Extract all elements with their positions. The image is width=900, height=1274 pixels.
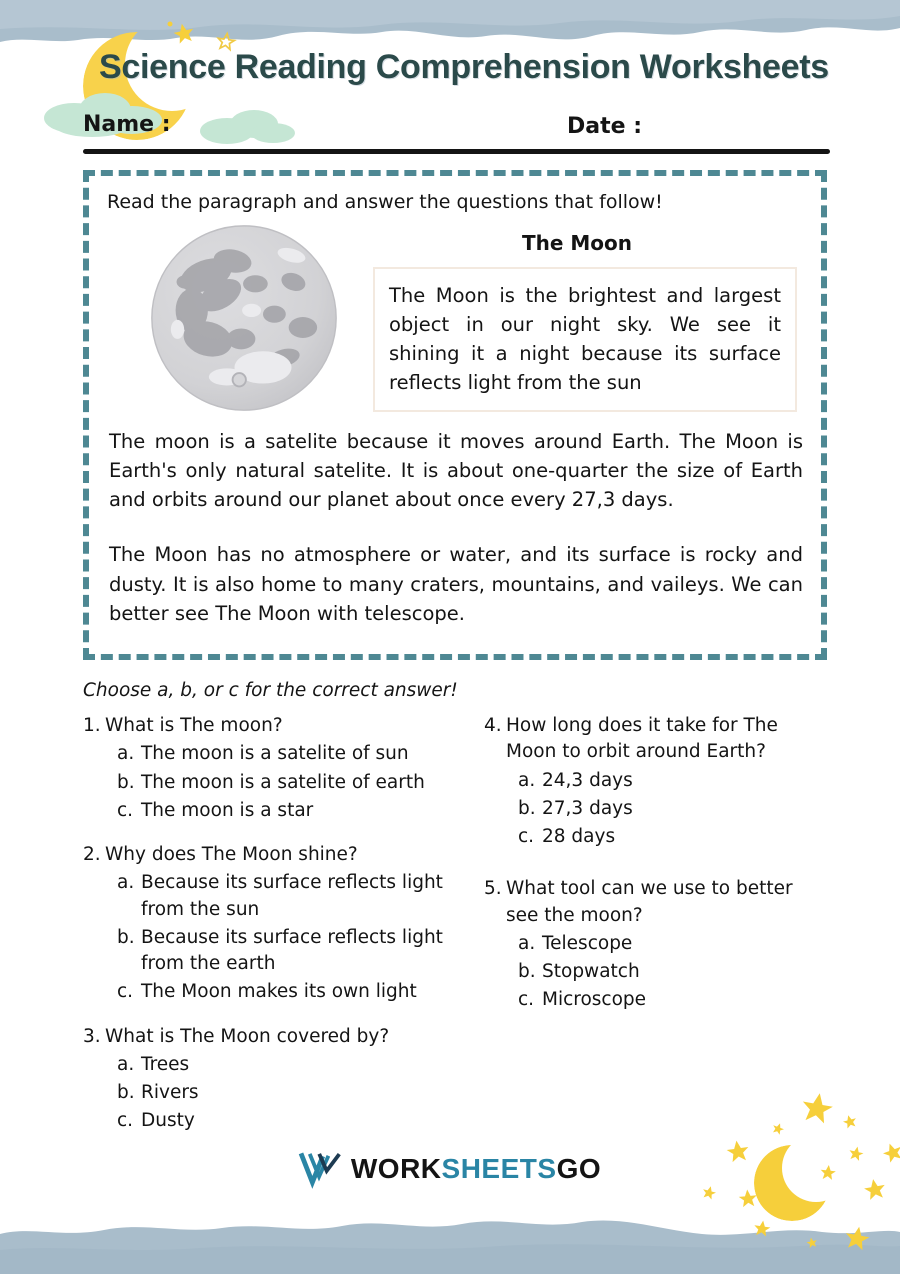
- question: [484, 876, 827, 1013]
- question: [83, 1024, 484, 1135]
- question-text: Why does The Moon shine?: [105, 844, 358, 866]
- option-letter: c.: [518, 989, 535, 1011]
- option-text: The moon is a satelite of sun: [141, 743, 409, 765]
- answer-option: [117, 1108, 484, 1134]
- answer-option: [518, 796, 827, 822]
- question-number: 3.: [83, 1025, 101, 1047]
- answer-option: [518, 824, 827, 850]
- name-label: Name :: [83, 112, 171, 137]
- passage-box: [83, 170, 827, 660]
- option-letter: b.: [518, 961, 536, 983]
- option-letter: b.: [117, 926, 135, 948]
- option-letter: a.: [518, 769, 536, 791]
- question-number: 2.: [83, 844, 101, 866]
- question: [83, 842, 484, 1006]
- answer-option: [117, 979, 484, 1005]
- question-head: [484, 876, 827, 929]
- quiz-instruction: Choose a, b, or c for the correct answer!: [83, 680, 458, 701]
- option-letter: a.: [117, 1053, 135, 1075]
- answer-option: [518, 987, 827, 1013]
- moon-crater: [233, 373, 246, 386]
- passage-heading: The Moon: [521, 230, 633, 255]
- logo-go-text: GO: [556, 1153, 602, 1184]
- option-letter: b.: [117, 771, 135, 793]
- intro-column: [357, 221, 805, 413]
- option-text: Rivers: [141, 1082, 199, 1104]
- stars-on-band-decoration: [728, 1215, 888, 1260]
- option-letter: a.: [117, 743, 135, 765]
- question-text: What is The moon?: [105, 715, 283, 736]
- option-letter: c.: [518, 826, 535, 848]
- page-title: Science Reading Comprehension Worksheets: [99, 48, 829, 86]
- option-text: Dusty: [141, 1110, 195, 1132]
- option-text: 28 days: [542, 826, 616, 848]
- moon-stars-decoration: [680, 1075, 900, 1225]
- answer-option: [518, 768, 827, 794]
- question-text: How long does it take for The Moon to orbit around Earth?: [506, 715, 778, 763]
- moon-image: [149, 223, 339, 413]
- option-text: Trees: [141, 1053, 190, 1075]
- option-text: Because its surface reflects light from the sun: [141, 872, 443, 920]
- option-text: 27,3 days: [542, 797, 633, 819]
- logo-text: [351, 1153, 601, 1185]
- option-letter: a.: [117, 872, 135, 894]
- name-date-divider: [83, 149, 830, 154]
- answer-option: [117, 770, 484, 796]
- worksheetsgo-logo-icon: [299, 1152, 341, 1186]
- answer-option: [518, 959, 827, 985]
- option-letter: b.: [117, 1082, 135, 1104]
- answer-option: [117, 870, 484, 923]
- answer-option: [117, 1080, 484, 1106]
- option-text: The Moon makes its own light: [141, 981, 417, 1003]
- question-head: [83, 1024, 484, 1050]
- question: [484, 713, 827, 850]
- option-letter: a.: [518, 932, 536, 954]
- answer-option: [117, 741, 484, 767]
- logo-work-text: WORK: [350, 1153, 442, 1184]
- intro-text-box: The Moon is the brightest and largest object in our night sky. We see it shining it a night because its surface reflects light from the sun: [373, 267, 797, 412]
- question-head: [83, 842, 484, 868]
- question-number: 4.: [484, 715, 502, 736]
- option-letter: c.: [117, 799, 134, 821]
- option-text: 24,3 days: [542, 769, 633, 791]
- option-letter: b.: [518, 797, 536, 819]
- option-letter: c.: [117, 1110, 134, 1132]
- passage-paragraph: The Moon has no atmosphere or water, and its surface is rocky and dusty. It is also home to many craters, mountains, and vaileys. We can better see The Moon with telescope.: [109, 543, 803, 625]
- answer-option: [518, 931, 827, 957]
- question-head: [484, 713, 827, 766]
- answer-option: [117, 798, 484, 824]
- option-letter: c.: [117, 981, 134, 1003]
- star-icon: [172, 22, 195, 45]
- option-text: Because its surface reflects light from the earth: [141, 926, 443, 975]
- option-text: Telescope: [542, 932, 633, 954]
- question-text: What is The Moon covered by?: [105, 1025, 390, 1047]
- quiz-column-left: [83, 713, 484, 1153]
- answer-option: [117, 1052, 484, 1078]
- question: [83, 713, 484, 824]
- logo-sheets-text: SHEETS: [441, 1153, 557, 1184]
- question-text: What tool can we use to better see the moon?: [506, 878, 793, 926]
- date-label: Date :: [567, 114, 643, 139]
- question-number: 1.: [83, 715, 101, 736]
- option-text: The moon is a satelite of earth: [141, 771, 425, 793]
- question-number: 5.: [484, 878, 502, 900]
- passage-instruction: Read the paragraph and answer the questions that follow!: [107, 191, 663, 213]
- option-text: Stopwatch: [542, 961, 640, 983]
- passage-paragraph: The moon is a satelite because it moves around Earth. The Moon is Earth's only natural satelite. It is about one-quarter the size of Earth and orbits around our planet about once every 27,3 days.: [109, 429, 803, 511]
- option-text: The moon is a star: [141, 799, 314, 821]
- passage-row: [105, 221, 805, 413]
- answer-option: [117, 925, 484, 978]
- sparkle-icon: [168, 22, 173, 27]
- question-head: [83, 713, 484, 739]
- option-text: Microscope: [542, 989, 647, 1011]
